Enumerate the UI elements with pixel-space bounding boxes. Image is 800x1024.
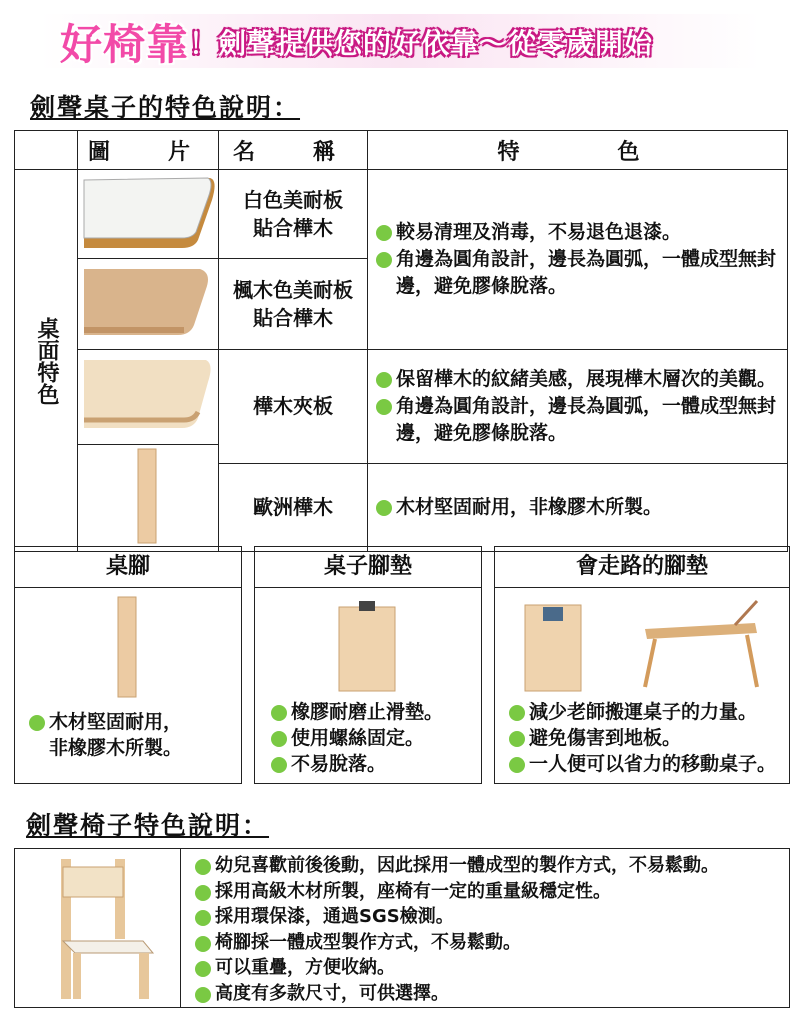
table-row <box>15 350 788 445</box>
bullet-icon <box>376 252 392 268</box>
picture-maple-laminate <box>78 259 219 350</box>
list-item: 採用環保漆，通過SGS檢測。 <box>195 904 719 930</box>
list-item-continuation: 非橡膠木所製。 <box>49 737 183 759</box>
bullet-icon <box>376 500 392 516</box>
bullet-icon <box>376 399 392 415</box>
walking-footpad-text <box>509 699 776 777</box>
list-item: 一人便可以省力的移動桌子。 <box>509 751 776 777</box>
desk-leg-box <box>14 546 242 784</box>
name-european-birch: 歐洲樺木 <box>219 463 368 551</box>
picture-birch-plywood <box>78 350 219 445</box>
birch-plywood-board-image <box>78 350 218 440</box>
header-name: 名 稱 <box>219 131 368 170</box>
list-item: 減少老師搬運桌子的力量。 <box>509 699 776 725</box>
list-item: 避免傷害到地板。 <box>509 725 776 751</box>
bullet-icon <box>195 885 211 901</box>
bullet-icon <box>195 961 211 977</box>
list-item: 木材堅固耐用， <box>29 709 182 735</box>
walking-footpad-image <box>495 591 789 703</box>
header-blank <box>15 131 78 170</box>
footpad-image <box>255 591 481 701</box>
walking-footpad-title: 會走路的腳墊 <box>495 547 789 588</box>
desk-feature-table <box>14 130 788 552</box>
bullet-icon <box>271 757 287 773</box>
features-group-laminate <box>368 170 788 350</box>
bullet-icon <box>29 715 45 731</box>
desk-footpad-box <box>254 546 482 784</box>
list-item: 椅腳採一體成型製作方式，不易鬆動。 <box>195 930 719 956</box>
chair-feature-list <box>195 853 719 1006</box>
desk-section-title: 劍聲桌子的特色說明： <box>30 93 301 122</box>
features-group-plywood <box>368 350 788 464</box>
chair-box-divider <box>180 849 181 1007</box>
name-white-laminate: 白色美耐板 貼合樺木 <box>219 170 368 259</box>
table-header-row <box>15 131 788 170</box>
bullet-icon <box>271 705 287 721</box>
desk-footpad-title: 桌子腳墊 <box>255 547 481 588</box>
list-item: 木材堅固耐用，非橡膠木所製。 <box>376 494 779 521</box>
desk-leg-image <box>15 591 241 701</box>
bullet-icon <box>195 910 211 926</box>
list-item: 角邊為圓角設計，邊長為圓弧，一體成型無封邊，避免膠條脫落。 <box>376 246 779 300</box>
desk-leg-text <box>29 709 182 761</box>
list-item: 不易脫落。 <box>271 751 443 777</box>
list-item: 使用螺絲固定。 <box>271 725 443 751</box>
table-row <box>15 170 788 259</box>
row-label-desktop: 桌面特色 <box>15 170 78 552</box>
name-birch-plywood: 樺木夾板 <box>219 350 368 464</box>
list-item: 較易清理及消毒，不易退色退漆。 <box>376 219 779 246</box>
desk-footpad-text <box>271 699 443 777</box>
features-group-birch <box>368 463 788 551</box>
list-item: 可以重疊，方便收納。 <box>195 955 719 981</box>
header-banner <box>0 10 800 72</box>
bullet-icon <box>271 731 287 747</box>
header-picture: 圖 片 <box>78 131 219 170</box>
name-maple-laminate: 楓木色美耐板 貼合樺木 <box>219 259 368 350</box>
bullet-icon <box>509 705 525 721</box>
picture-birch-leg <box>78 445 219 552</box>
chair-section-title: 劍聲椅子特色說明： <box>26 811 270 840</box>
bullet-icon <box>376 225 392 241</box>
list-item: 角邊為圓角設計，邊長為圓弧，一體成型無封邊，避免膠條脫落。 <box>376 393 779 447</box>
header-features: 特 色 <box>368 131 788 170</box>
bullet-icon <box>195 987 211 1003</box>
picture-white-laminate <box>78 170 219 259</box>
birch-leg-image <box>78 445 218 547</box>
bullet-icon <box>376 372 392 388</box>
banner-title <box>60 12 653 72</box>
maple-laminate-board-image <box>78 259 218 345</box>
list-item: 幼兒喜歡前後後動，因此採用一體成型的製作方式，不易鬆動。 <box>195 853 719 879</box>
chair-image <box>19 849 179 1005</box>
desk-leg-title: 桌腳 <box>15 547 241 588</box>
bullet-icon <box>509 731 525 747</box>
walking-footpad-box <box>494 546 790 784</box>
list-item: 橡膠耐磨止滑墊。 <box>271 699 443 725</box>
banner-tagline: ！劍聲提供您的好依靠～從零歲開始 <box>189 27 654 60</box>
bullet-icon <box>195 936 211 952</box>
white-laminate-board-image <box>78 170 218 254</box>
bullet-icon <box>195 859 211 875</box>
list-item: 高度有多款尺寸，可供選擇。 <box>195 981 719 1007</box>
chair-feature-box <box>14 848 790 1008</box>
list-item: 保留樺木的紋緒美感，展現樺木層次的美觀。 <box>376 366 779 393</box>
list-item: 採用高級木材所製，座椅有一定的重量級穩定性。 <box>195 879 719 905</box>
brand-name: 好椅靠 <box>60 20 190 69</box>
bullet-icon <box>509 757 525 773</box>
